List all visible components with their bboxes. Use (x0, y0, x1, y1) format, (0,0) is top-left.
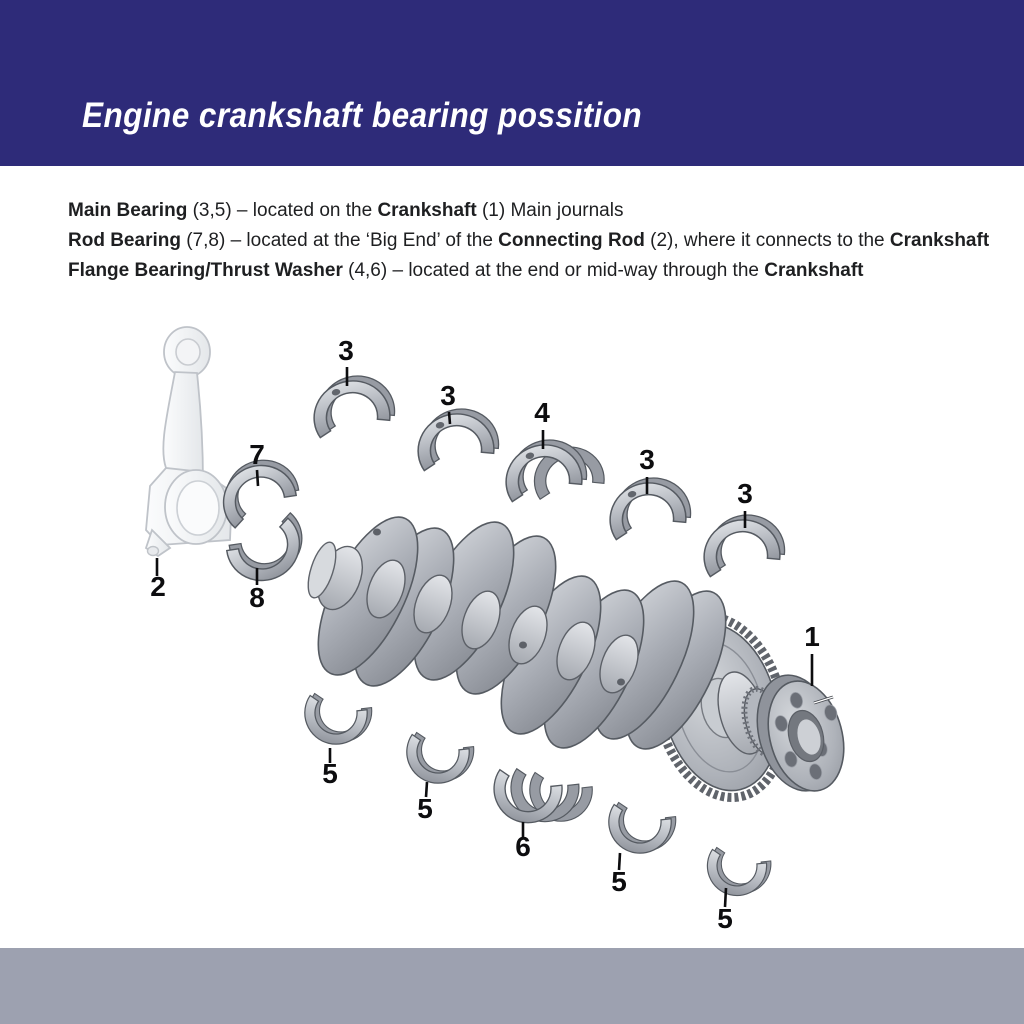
main-bearing-upper-1 (306, 368, 398, 438)
term-flange-bearing: Flange Bearing/Thrust Washer (68, 260, 343, 281)
callout-2: 2 (150, 571, 166, 602)
oil-hole (519, 642, 527, 649)
term-crankshaft: Crankshaft (764, 260, 864, 281)
term-crankshaft: Crankshaft (889, 230, 990, 251)
callout-6: 6 (515, 831, 531, 862)
flange-thrust-bearing-lower (487, 764, 594, 838)
term-rod-bearing: Rod Bearing (68, 230, 181, 251)
page-title: Engine crankshaft bearing possition (82, 96, 643, 135)
main-bearing-lower-3 (602, 801, 677, 861)
oil-hole (373, 529, 381, 536)
main-bearing-lower-1 (298, 692, 373, 752)
callout-3d: 3 (737, 478, 753, 509)
term-crankshaft: Crankshaft (377, 200, 477, 221)
callout-8: 8 (249, 582, 265, 613)
callout-5b: 5 (417, 793, 433, 824)
oil-hole (617, 679, 625, 686)
text-run: (2), where it connects to the (644, 230, 890, 251)
callout-5d: 5 (717, 903, 733, 934)
main-bearing-lower-4 (701, 846, 772, 903)
callout-3a: 3 (338, 335, 354, 366)
footer-band (0, 948, 1024, 1024)
callout-7: 7 (249, 439, 265, 470)
term-main-bearing: Main Bearing (68, 200, 188, 221)
main-bearing-upper-2 (410, 401, 502, 471)
connecting-rod (146, 327, 232, 556)
main-bearing-lower-2 (400, 731, 475, 791)
text-run: (3,5) – located on the (187, 200, 378, 221)
term-connecting-rod: Connecting Rod (498, 230, 645, 251)
callout-3b-leader (449, 412, 450, 424)
main-bearing-upper-4 (696, 507, 788, 577)
text-run: (7,8) – located at the ‘Big End’ of the (180, 230, 499, 251)
callout-3c: 3 (639, 444, 655, 475)
callout-3b: 3 (440, 380, 456, 411)
callout-7-leader (257, 470, 258, 486)
callout-5c: 5 (611, 866, 627, 897)
text-run: (4,6) – located at the end or mid-way through the (342, 260, 765, 281)
callout-4: 4 (534, 397, 550, 428)
text-run: (1) Main journals (476, 200, 624, 221)
flange-thrust-bearing-upper (498, 428, 606, 506)
callout-1: 1 (804, 621, 820, 652)
callout-5a: 5 (322, 758, 338, 789)
